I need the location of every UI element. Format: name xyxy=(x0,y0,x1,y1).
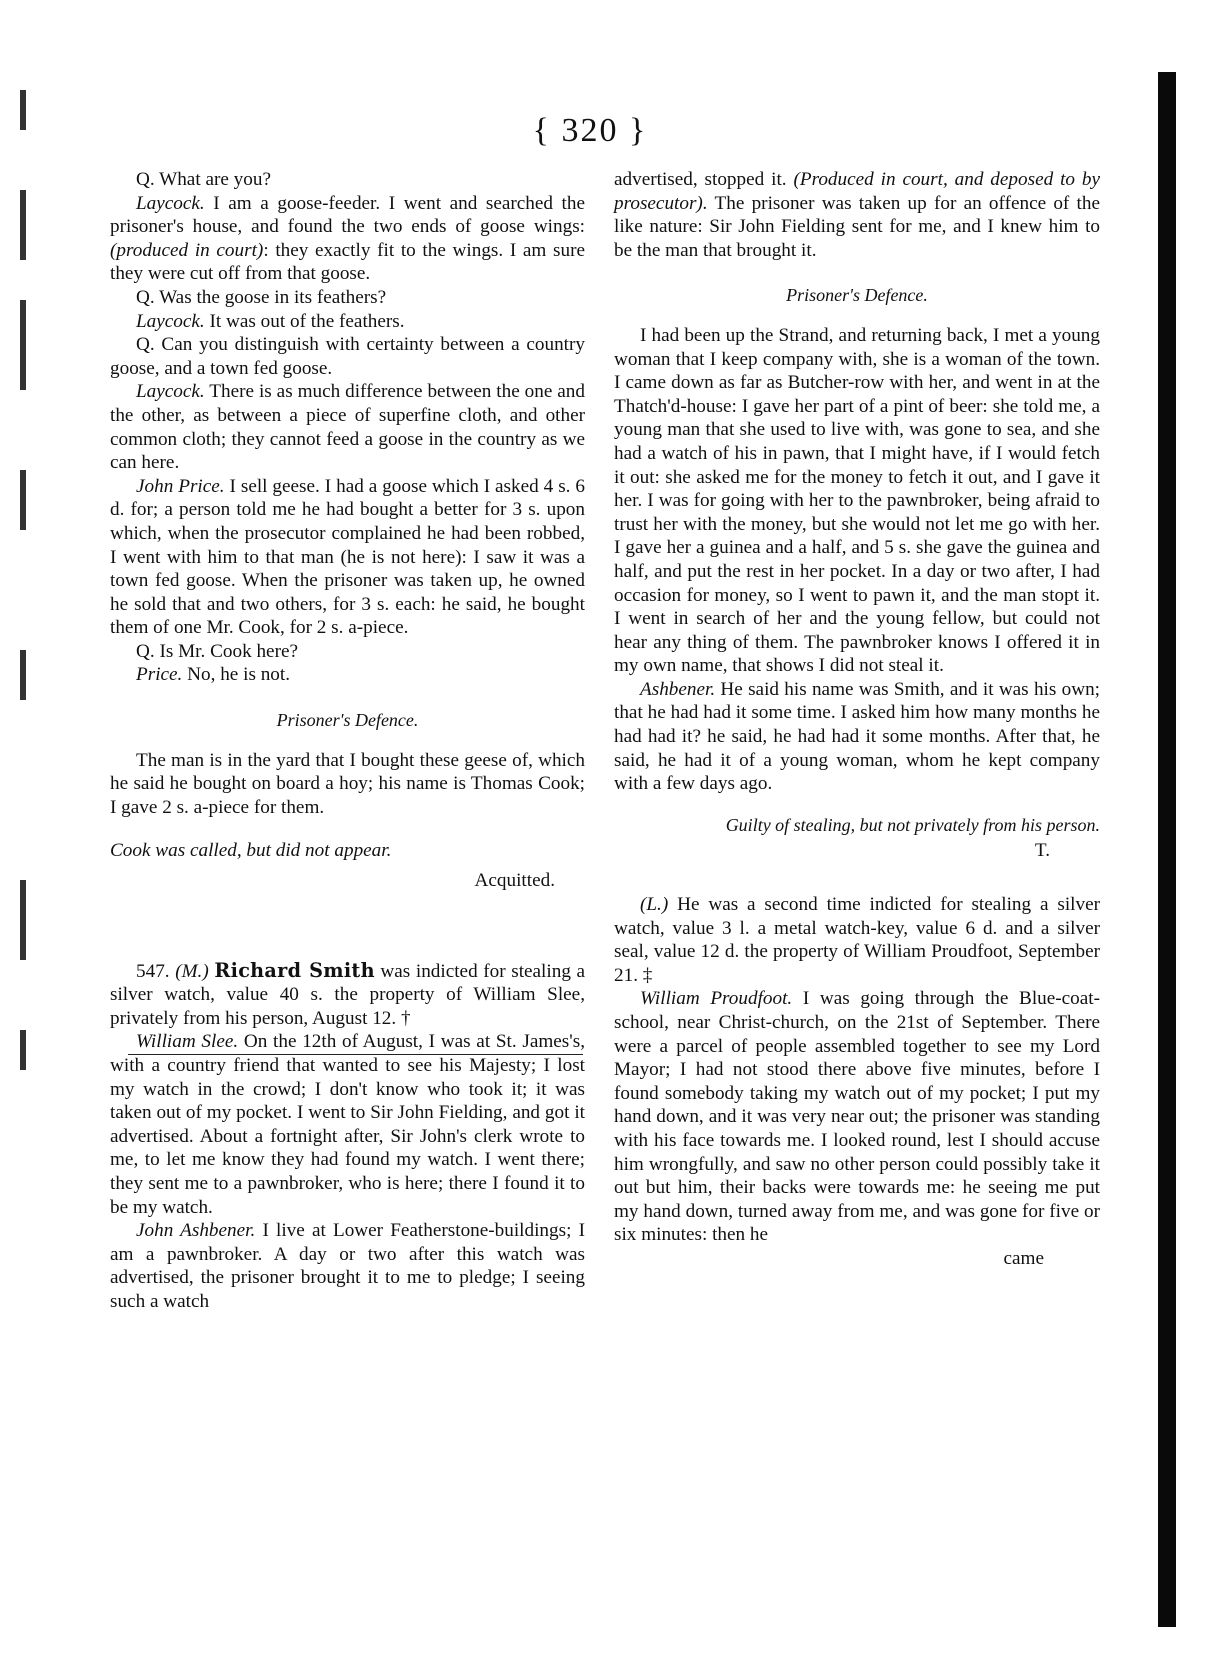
testimony-paragraph: Ashbener. He said his name was Smith, and it was his own; that he had had it some time. I asked him how many months he had had it? he said, he had had it some months. After that, he said, he had it of a young woman, whom he kept company with a few days ago. xyxy=(614,678,1100,795)
section-heading: Prisoner's Defence. xyxy=(786,285,928,306)
case-heading: 547. (M.) Richard Smith was indicted for stealing a silver watch, value 40 s. the property of William Slee, privately from his person, August 12. † xyxy=(110,958,586,1029)
page-edge-shadow xyxy=(1158,72,1176,1627)
verdict-mark: T. xyxy=(1034,840,1050,862)
testimony-paragraph: advertised, stopped it. (Produced in court, and deposed to by prosecutor). The prisoner was taken up for an offence of the like nature: Sir John Fielding sent for me, and I knew him to be the man that brought it. xyxy=(614,169,1100,261)
catchword: came xyxy=(1003,1247,1044,1269)
section-heading: Prisoner's Defence. xyxy=(276,710,419,731)
question-line: Q. Was the goose in its feathers? xyxy=(136,286,387,308)
right-column xyxy=(614,168,1100,1271)
defence-paragraph: I had been up the Strand, and returning back, I met a young woman that I keep company with, she is a woman of the town. I came down as far as Butcher-row with her, and went in at the Thatch'd-house: I gave her part of a pint of beer: she told me, a young man that she used to live with, was gone to sea, and she had a watch of his in pawn, that I might have, if I would fetch it out: she asked me for the money to fetch it out, and I gave it her. I was for going with her to the pawnbroker, being afraid to trust her with the money, but she would not let me go with her. I gave her a guinea and a half, and 5 s. she gave the guinea and half, and put the rest in her pocket. In a day or two after, I had occasion for money, so I went to pawn it, and the man stopt it. I went in search of her and the young fellow, but could not hear any thing of them. The pawnbroker knows I offered it in my own name, that shows I did not steal it. xyxy=(614,324,1100,677)
testimony-paragraph: Price. No, he is not. xyxy=(136,664,291,686)
page-number: { 320 } xyxy=(532,112,648,149)
verdict-line: Guilty of stealing, but not privately from his person. xyxy=(725,814,1100,835)
testimony-paragraph: John Price. I sell geese. I had a goose which I asked 4 s. 6 d. for; a person told me he had bought a better for 3 s. upon which, when the prosecutor complained he had been robbed, I went with him to that man (he is not here): I saw it was a town fed goose. When the prisoner was taken up, he owned he sold that and two others, for 3 s. each: he said, he bought them of one Mr. Cook, for 2 s. a-piece. xyxy=(110,475,585,639)
defence-paragraph: The man is in the yard that I bought these geese of, which he said he bought on board a hoy; his name is Thomas Cook; I gave 2 s. a-piece for them. xyxy=(110,749,585,818)
question-line: Q. What are you? xyxy=(136,169,271,190)
binding-edge xyxy=(18,60,28,1620)
testimony-paragraph: William Slee. On the 12th of August, I was at St. James's, with a country friend that wanted to see his Majesty; I lost my watch in the crowd; I don't know who took it; it was taken out of my pocket. I went to Sir John Fielding, and got it advertised. About a fortnight after, Sir John's clerk wrote to me, to let me know they had found my watch. I went there; they sent me to a pawnbroker, who is here; there I found it to be my watch. xyxy=(110,1031,585,1218)
case-heading: (L.) He was a second time indicted for stealing a silver watch, value 3 l. a metal watch-key, value 6 d. and a silver seal, value 12 d. the property of William Proudfoot, September 21. ‡ xyxy=(614,894,1100,986)
section-divider xyxy=(128,1054,583,1055)
question-line: Q. Can you distinguish with certainty between a country goose, and a town fed goose. xyxy=(110,334,585,379)
testimony-paragraph: William Proudfoot. I was going through the Blue-coat-school, near Christ-church, on the 21st of September. There were a parcel of people assembled together to see my Lord Mayor; I had not stood there above five minutes, before I found somebody taking my watch out of my pocket; I put my hand down, and it was very near out; the prisoner was standing with his face towards me. I looked round, lest I should accuse him wrongfully, and saw no other person could possibly take it out but him, their backs were towards me: he seeing me put my hand down, turned away from me, and was gone for five or six minutes: then he xyxy=(614,988,1100,1246)
court-note: Cook was called, but did not appear. xyxy=(110,840,392,862)
testimony-paragraph: Laycock. It was out of the feathers. xyxy=(136,310,405,332)
verdict: Acquitted. xyxy=(474,870,555,892)
testimony-paragraph: Laycock. There is as much difference between the one and the other, as between a piece of superfine cloth, and other common cloth; they cannot feed a goose in the country as we can here. xyxy=(110,381,585,474)
left-column xyxy=(110,168,585,1314)
testimony-paragraph: John Ashbener. I live at Lower Featherstone-buildings; I am a pawnbroker. A day or two after this watch was advertised, the prisoner brought it to me to pledge; I seeing such a watch xyxy=(110,1220,585,1312)
question-line: Q. Is Mr. Cook here? xyxy=(136,640,298,662)
testimony-paragraph: Laycock. I am a goose-feeder. I went and searched the prisoner's house, and found the two ends of goose wings: (produced in court): they exactly fit to the wings. I am sure they were cut off from that goose. xyxy=(110,192,585,285)
